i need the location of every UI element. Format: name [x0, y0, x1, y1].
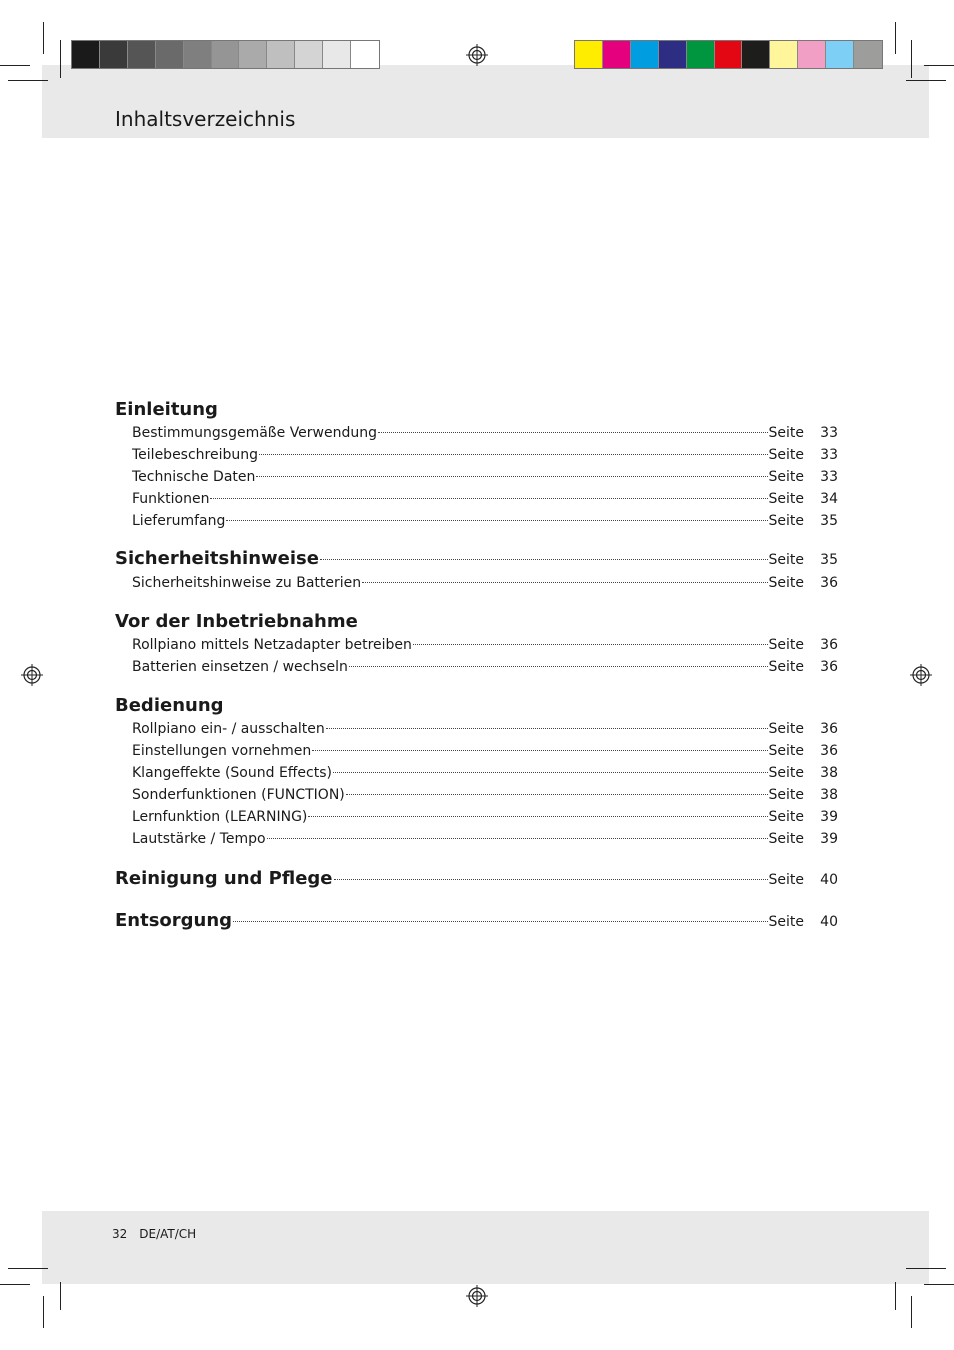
seite-label: Seite: [768, 659, 804, 675]
entry-label: Sicherheitshinweise zu Batterien: [132, 575, 362, 591]
entry-label: Funktionen: [132, 491, 210, 507]
color-swatch: [323, 41, 351, 68]
entry-label: Lernfunktion (LEARNING): [132, 809, 308, 825]
toc-section-bedienung: [115, 694, 838, 850]
page-number: 36: [820, 659, 838, 675]
toc-entry[interactable]: [115, 422, 838, 444]
color-swatch: [295, 41, 323, 68]
entry-label: Klangeffekte (Sound Effects): [132, 765, 332, 781]
page-footer: [112, 1226, 196, 1242]
crop-mark: [924, 1284, 954, 1285]
leader-dots: [259, 454, 767, 455]
entry-label: Rollpiano mittels Netzadapter betreiben: [132, 637, 412, 653]
page-number: 36: [820, 721, 838, 737]
seite-label: Seite: [768, 637, 804, 653]
color-swatch: [239, 41, 267, 68]
color-swatch: [826, 41, 854, 68]
leader-dots: [362, 582, 767, 583]
leader-dots: [210, 498, 767, 499]
entry-label: Lautstärke / Tempo: [132, 831, 266, 847]
seite-label: Seite: [768, 513, 804, 529]
leader-dots: [308, 816, 767, 817]
toc-entry[interactable]: [115, 908, 838, 934]
crop-mark: [924, 65, 954, 66]
crop-mark: [60, 40, 61, 78]
crop-mark: [0, 65, 30, 66]
color-swatch: [603, 41, 631, 68]
toc-entry[interactable]: [115, 510, 838, 532]
page-number: 34: [820, 491, 838, 507]
leader-dots: [320, 559, 768, 560]
leader-dots: [334, 879, 768, 880]
page-number: 36: [820, 637, 838, 653]
color-swatch: [715, 41, 743, 68]
crop-mark: [43, 22, 44, 54]
color-swatch: [351, 41, 379, 68]
crop-mark: [911, 1296, 912, 1328]
crop-mark: [911, 40, 912, 78]
section-heading: Sicherheitshinweise: [115, 548, 319, 569]
crop-mark: [60, 1282, 61, 1310]
entry-label: Batterien einsetzen / wechseln: [132, 659, 348, 675]
page-number: 40: [820, 872, 838, 888]
crop-mark: [8, 1268, 48, 1269]
seite-label: Seite: [768, 743, 804, 759]
color-swatch: [770, 41, 798, 68]
table-of-contents: [115, 398, 838, 950]
section-heading[interactable]: Einleitung: [115, 399, 218, 420]
toc-entry[interactable]: [115, 784, 838, 806]
seite-label: Seite: [768, 469, 804, 485]
toc-entry[interactable]: [115, 806, 838, 828]
color-swatch: [631, 41, 659, 68]
toc-entry[interactable]: [115, 866, 838, 892]
toc-section-entsorgung: [115, 908, 838, 934]
leader-dots: [233, 921, 767, 922]
color-swatch: [742, 41, 770, 68]
toc-entry[interactable]: [115, 762, 838, 784]
entry-label: Technische Daten: [132, 469, 256, 485]
seite-label: Seite: [768, 447, 804, 463]
seite-label: Seite: [768, 872, 804, 888]
registration-mark-icon: [466, 44, 488, 66]
seite-label: Seite: [768, 721, 804, 737]
toc-entry[interactable]: [115, 444, 838, 466]
page-number: 38: [820, 787, 838, 803]
color-swatch: [267, 41, 295, 68]
page-number: 33: [820, 447, 838, 463]
leader-dots: [378, 432, 767, 433]
crop-mark: [906, 80, 946, 81]
page-number: 36: [820, 575, 838, 591]
color-swatch: [128, 41, 156, 68]
entry-label: Sonderfunktionen (FUNCTION): [132, 787, 345, 803]
seite-label: Seite: [768, 809, 804, 825]
leader-dots: [349, 666, 768, 667]
footer-locale: DE/AT/CH: [139, 1227, 197, 1241]
page-number: 38: [820, 765, 838, 781]
leader-dots: [256, 476, 767, 477]
page-number: 39: [820, 809, 838, 825]
seite-label: Seite: [768, 552, 804, 568]
color-swatch: [212, 41, 240, 68]
registration-mark-icon: [910, 664, 932, 686]
seite-label: Seite: [768, 575, 804, 591]
crop-mark: [8, 80, 48, 81]
footer-page-number: 32: [112, 1227, 128, 1241]
leader-dots: [333, 772, 768, 773]
color-swatch: [659, 41, 687, 68]
entry-label: Rollpiano ein- / ausschalten: [132, 721, 325, 737]
crop-mark: [43, 1296, 44, 1328]
seite-label: Seite: [768, 831, 804, 847]
grayscale-calibration-bar: [71, 40, 380, 69]
crop-mark: [895, 1282, 896, 1310]
entry-label: Einstellungen vornehmen: [132, 743, 312, 759]
leader-dots: [326, 728, 768, 729]
seite-label: Seite: [768, 914, 804, 930]
crop-mark: [0, 1284, 30, 1285]
toc-entry[interactable]: [115, 466, 838, 488]
entry-label: Bestimmungsgemäße Verwendung: [132, 425, 378, 441]
seite-label: Seite: [768, 765, 804, 781]
registration-mark-icon: [21, 664, 43, 686]
toc-entry[interactable]: [115, 488, 838, 510]
toc-section-einleitung: [115, 398, 838, 532]
footer-band: [42, 1211, 929, 1284]
page-number: 39: [820, 831, 838, 847]
seite-label: Seite: [768, 491, 804, 507]
section-heading[interactable]: Bedienung: [115, 695, 224, 716]
page-number: 36: [820, 743, 838, 759]
section-heading[interactable]: Vor der Inbetriebnahme: [115, 611, 358, 632]
color-calibration-bar: [574, 40, 883, 69]
color-swatch: [575, 41, 603, 68]
crop-mark: [906, 1268, 946, 1269]
toc-section-reinigung: [115, 866, 838, 892]
registration-mark-icon: [466, 1285, 488, 1307]
color-swatch: [184, 41, 212, 68]
color-swatch: [798, 41, 826, 68]
toc-entry[interactable]: [115, 546, 838, 572]
toc-entry[interactable]: [115, 718, 838, 740]
color-swatch: [72, 41, 100, 68]
seite-label: Seite: [768, 425, 804, 441]
color-swatch: [854, 41, 882, 68]
section-heading: Reinigung und Pflege: [115, 868, 333, 889]
leader-dots: [312, 750, 767, 751]
leader-dots: [346, 794, 768, 795]
seite-label: Seite: [768, 787, 804, 803]
entry-label: Lieferumfang: [132, 513, 226, 529]
toc-entry[interactable]: [115, 656, 838, 678]
page-number: 35: [820, 552, 838, 568]
page-number: 35: [820, 513, 838, 529]
entry-label: Teilebeschreibung: [132, 447, 259, 463]
crop-mark: [895, 22, 896, 54]
toc-section-sicherheitshinweise: [115, 546, 838, 594]
leader-dots: [226, 520, 767, 521]
color-swatch: [100, 41, 128, 68]
leader-dots: [267, 838, 768, 839]
color-swatch: [156, 41, 184, 68]
page-number: 40: [820, 914, 838, 930]
toc-entry[interactable]: [115, 634, 838, 656]
page-number: 33: [820, 425, 838, 441]
toc-section-inbetriebnahme: [115, 610, 838, 678]
color-swatch: [687, 41, 715, 68]
section-heading: Entsorgung: [115, 910, 233, 931]
toc-entry[interactable]: [115, 572, 838, 594]
page-number: 33: [820, 469, 838, 485]
page-title: Inhaltsverzeichnis: [115, 107, 296, 131]
toc-entry[interactable]: [115, 740, 838, 762]
leader-dots: [413, 644, 768, 645]
toc-entry[interactable]: [115, 828, 838, 850]
